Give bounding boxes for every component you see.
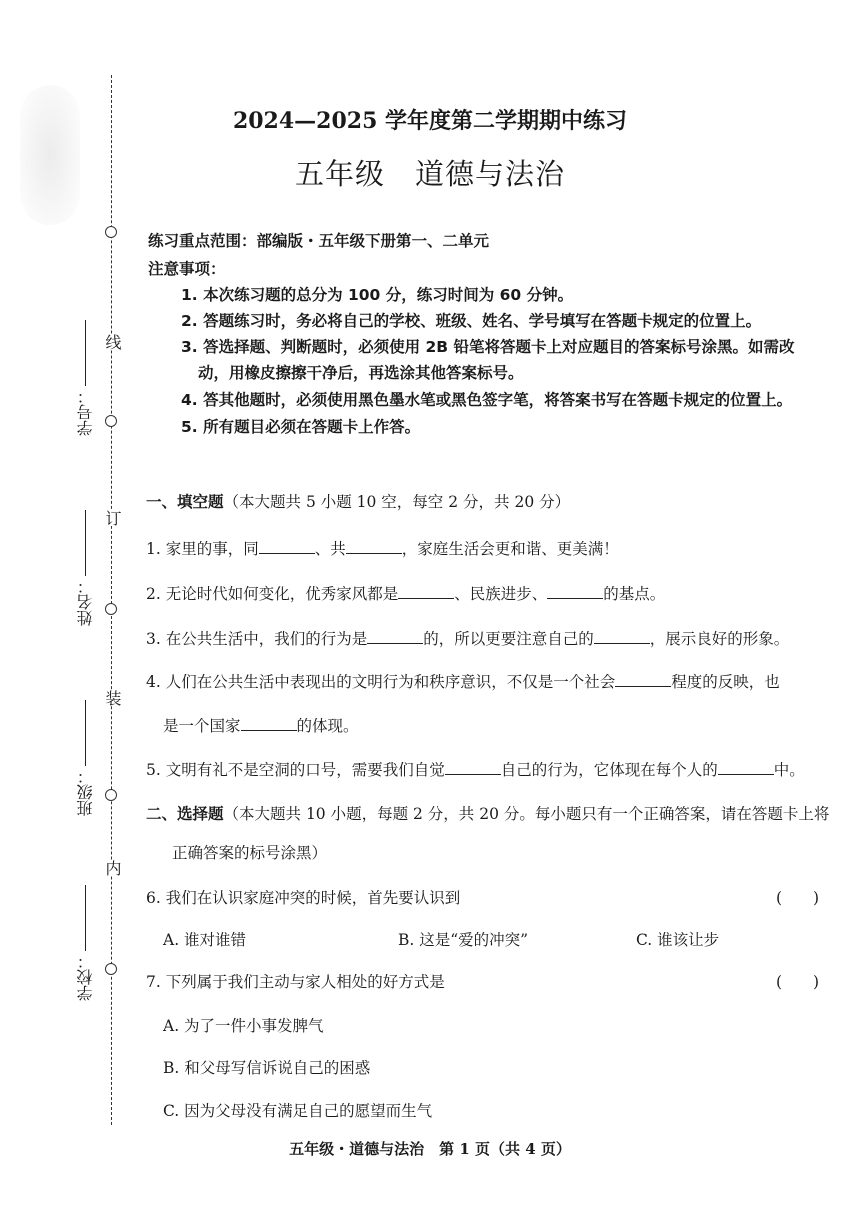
q2-text: 的基点。 <box>603 585 666 603</box>
q7-option-a[interactable]: A. 为了一件小事发脾气 <box>163 1017 324 1035</box>
q5-text: 5. 文明有礼不是空洞的口号，需要我们自觉 <box>146 761 445 779</box>
q4-text: 是一个国家 <box>163 717 241 735</box>
answer-blank[interactable] <box>241 716 297 731</box>
question-4-cont <box>163 714 359 736</box>
question-6-stem: 6. 我们在认识家庭冲突的时候，首先要认识到 <box>146 889 461 907</box>
scope-line: 练习重点范围：部编版・五年级下册第一、二单元 <box>148 232 490 250</box>
section2-heading <box>146 802 829 824</box>
class-line <box>86 700 87 766</box>
binding-word-xian: 线 <box>103 334 122 350</box>
q2-text: 2. 无论时代如何变化，优秀家风都是 <box>146 585 399 603</box>
note-item: 3. 答选择题、判断题时，必须使用 2B 铅笔将答题卡上对应题目的答案标号涂黑。如需改 <box>181 338 795 356</box>
q5-text: 中。 <box>773 761 805 779</box>
question-4 <box>146 670 780 692</box>
school-label: 学校： <box>76 953 95 1001</box>
school-line <box>86 885 87 951</box>
answer-blank[interactable] <box>445 760 501 775</box>
q2-text: 、民族进步、 <box>454 585 548 603</box>
class-field[interactable] <box>74 700 97 816</box>
q6-option-b[interactable]: B. 这是“爱的冲突” <box>398 931 529 949</box>
question-2 <box>146 582 665 604</box>
section1-desc: （本大题共 5 小题 10 空，每空 2 分，共 20 分） <box>223 493 571 511</box>
answer-blank[interactable] <box>718 760 774 775</box>
answer-blank[interactable] <box>594 629 650 644</box>
q3-text: 的，所以更要注意自己的 <box>423 630 594 648</box>
answer-paren[interactable]: ( ) <box>776 889 820 907</box>
q1-text: 1. 家里的事，同 <box>146 540 259 558</box>
name-field[interactable] <box>74 510 97 626</box>
section2-title: 二、选择题 <box>146 804 224 823</box>
answer-blank[interactable] <box>398 584 454 599</box>
note-item: 4. 答其他题时，必须使用黑色墨水笔或黑色签字笔，将答案书写在答题卡规定的位置上。 <box>181 391 793 409</box>
binding-hole <box>105 789 117 801</box>
q3-text: ，展示良好的形象。 <box>649 630 790 648</box>
q1-text: 、共 <box>314 540 346 558</box>
question-7-stem: 7. 下列属于我们主动与家人相处的好方式是 <box>146 973 445 991</box>
section1-title: 一、填空题 <box>146 492 224 511</box>
student-id-field[interactable] <box>74 320 97 436</box>
q4-text: 4. 人们在公共生活中表现出的文明行为和秩序意识，不仅是一个社会 <box>146 673 616 691</box>
q7-option-c[interactable]: C. 因为父母没有满足自己的愿望而生气 <box>163 1102 433 1120</box>
note-item: 2. 答题练习时，务必将自己的学校、班级、姓名、学号填写在答题卡规定的位置上。 <box>181 312 762 330</box>
q1-text: ，家庭生活会更和谐、更美满！ <box>401 540 619 558</box>
binding-word-nei: 内 <box>103 860 122 876</box>
answer-blank[interactable] <box>346 539 402 554</box>
q6-option-a[interactable]: A. 谁对谁错 <box>163 931 247 949</box>
q6-option-c[interactable]: C. 谁该让步 <box>636 931 720 949</box>
notes-title: 注意事项： <box>148 260 226 278</box>
question-5 <box>146 758 805 780</box>
question-1 <box>146 537 619 559</box>
binding-word-zhuang: 装 <box>103 690 122 706</box>
page-footer: 五年级・道德与法治 第 1 页（共 4 页） <box>289 1140 571 1158</box>
q3-text: 3. 在公共生活中，我们的行为是 <box>146 630 368 648</box>
note-item: 1. 本次练习题的总分为 100 分，练习时间为 60 分钟。 <box>181 286 574 304</box>
q5-text: 自己的行为，它体现在每个人的 <box>500 761 718 779</box>
binding-hole <box>105 415 117 427</box>
binding-hole <box>105 963 117 975</box>
name-line <box>86 510 87 576</box>
student-id-line <box>86 320 87 386</box>
answer-paren[interactable]: ( ) <box>776 973 820 991</box>
binding-hole <box>105 603 117 615</box>
q4-text: 的体现。 <box>296 717 359 735</box>
school-field[interactable] <box>74 885 97 1001</box>
answer-blank[interactable] <box>367 629 423 644</box>
section2-desc: （本大题共 10 小题，每题 2 分，共 20 分。每小题只有一个正确答案，请在答题卡上将 <box>223 805 830 823</box>
answer-blank[interactable] <box>615 672 671 687</box>
section2-desc-cont: 正确答案的标号涂黑） <box>172 844 328 862</box>
q7-option-b[interactable]: B. 和父母写信诉说自己的困惑 <box>163 1059 371 1077</box>
answer-blank[interactable] <box>547 584 603 599</box>
subject-title: 五年级 道德与法治 <box>294 157 565 191</box>
note-item: 动，用橡皮擦擦干净后，再选涂其他答案标号。 <box>198 364 524 382</box>
student-id-label: 学号： <box>76 388 95 436</box>
exam-title: 2024—2025 学年度第二学期期中练习 <box>232 108 628 134</box>
answer-blank[interactable] <box>259 539 315 554</box>
note-item: 5. 所有题目必须在答题卡上作答。 <box>181 418 421 436</box>
question-3 <box>146 627 789 649</box>
binding-word-ding: 订 <box>103 510 122 526</box>
section1-heading <box>146 490 570 512</box>
q4-text: 程度的反映，也 <box>671 673 780 691</box>
name-label: 姓名： <box>76 578 95 626</box>
class-label: 班级： <box>76 768 95 816</box>
binding-hole <box>105 226 117 238</box>
